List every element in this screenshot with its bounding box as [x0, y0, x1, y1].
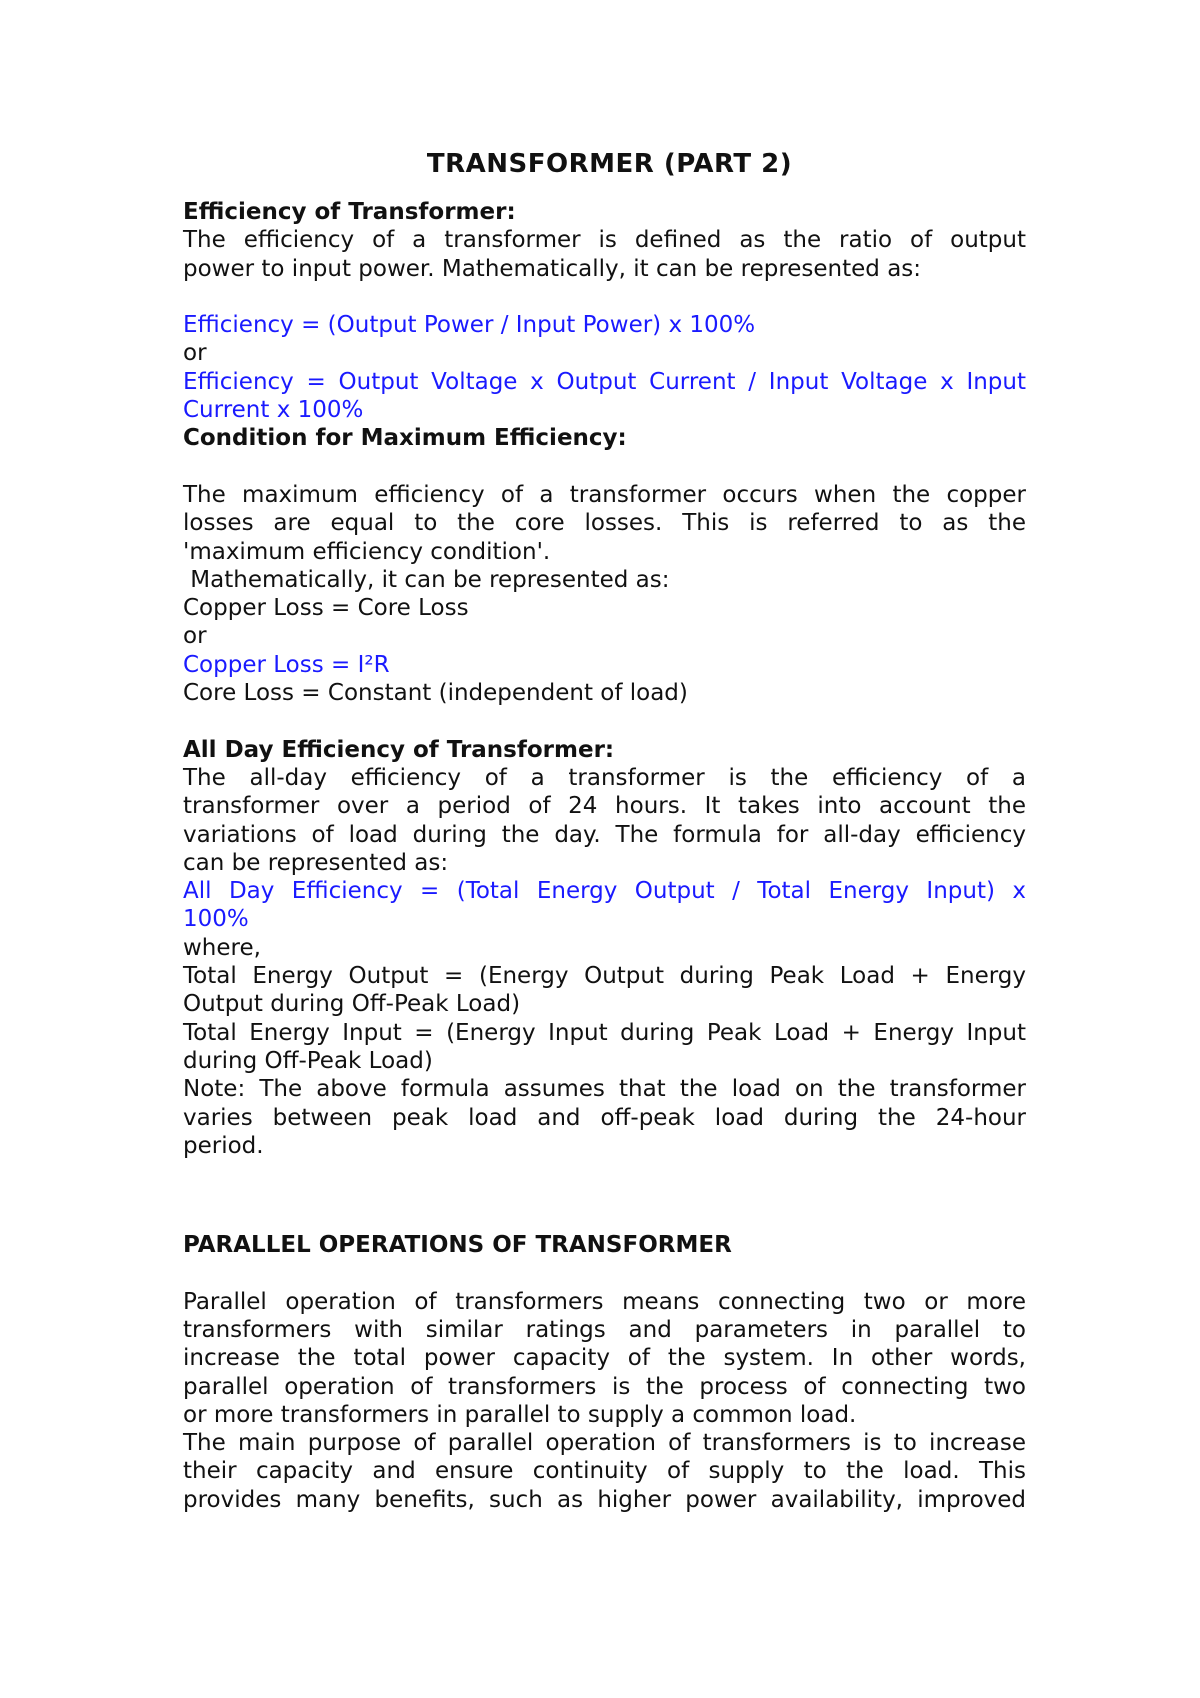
core-loss-formula: Core Loss = Constant (independent of load) [183, 680, 688, 707]
spacer [183, 707, 1026, 735]
all-day-where: where, [183, 934, 261, 961]
efficiency-formula-2-line-2: Current x 100% [183, 397, 364, 424]
spacer [183, 453, 1026, 481]
parallel-heading: PARALLEL OPERATIONS OF TRANSFORMER [183, 1232, 732, 1259]
page-title: TRANSFORMER (PART 2) [426, 149, 793, 179]
note-line-3: period. [183, 1132, 264, 1159]
max-efficiency-heading: Condition for Maximum Efficiency: [183, 425, 627, 452]
efficiency-intro-line-2: power to input power. Mathematically, it can be represented as: [183, 255, 922, 282]
all-day-line-2: transformer over a period of 24 hours. It takes into account the [183, 793, 1026, 820]
total-output-line-2: Output during Off-Peak Load) [183, 991, 521, 1018]
total-input-line-1: Total Energy Input = (Energy Input during Peak Load + Energy Input [183, 1019, 1026, 1046]
max-efficiency-line-1: The maximum efficiency of a transformer occurs when the copper [183, 481, 1026, 508]
all-day-line-4: can be represented as: [183, 849, 449, 876]
note-line-2: varies between peak load and off-peak load during the 24-hour [183, 1104, 1026, 1131]
total-output-line-1: Total Energy Output = (Energy Output during Peak Load + Energy [183, 963, 1026, 990]
parallel-p2-line-1: The main purpose of parallel operation of transformers is to increase [183, 1430, 1026, 1457]
max-efficiency-line-4: Mathematically, it can be represented as: [183, 566, 670, 593]
efficiency-or: or [183, 340, 207, 367]
spacer [183, 1160, 1026, 1231]
copper-loss-formula: Copper Loss = I²R [183, 651, 390, 678]
all-day-line-3: variations of load during the day. The formula for all-day efficiency [183, 821, 1026, 848]
copper-core-equality: Copper Loss = Core Loss [183, 595, 469, 622]
parallel-p1-line-2: transformers with similar ratings and parameters in parallel to [183, 1316, 1026, 1343]
efficiency-heading: Efficiency of Transformer: [183, 199, 516, 225]
spacer [183, 283, 1026, 311]
parallel-p1-line-5: or more transformers in parallel to supply a common load. [183, 1401, 857, 1428]
spacer [183, 1259, 1026, 1287]
total-input-line-2: during Off-Peak Load) [183, 1047, 433, 1074]
efficiency-formula-2-line-1: Efficiency = Output Voltage x Output Current / Input Voltage x Input [183, 368, 1026, 395]
all-day-heading: All Day Efficiency of Transformer: [183, 736, 615, 763]
max-efficiency-line-3: 'maximum efficiency condition'. [183, 538, 551, 565]
parallel-p2-line-2: their capacity and ensure continuity of supply to the load. This [183, 1458, 1026, 1485]
parallel-p1-line-4: parallel operation of transformers is the process of connecting two [183, 1373, 1026, 1400]
max-efficiency-line-2: losses are equal to the core losses. This is referred to as the [183, 510, 1026, 537]
max-efficiency-or: or [183, 623, 207, 650]
parallel-p2-line-3: provides many benefits, such as higher power availability, improved [183, 1486, 1026, 1513]
all-day-formula-line-1: All Day Efficiency = (Total Energy Output / Total Energy Input) x [183, 878, 1026, 905]
all-day-line-1: The all-day efficiency of a transformer is the efficiency of a [183, 764, 1026, 791]
note-line-1: Note: The above formula assumes that the load on the transformer [183, 1076, 1026, 1103]
parallel-p1-line-1: Parallel operation of transformers means connecting two or more [183, 1288, 1026, 1315]
parallel-p1-line-3: increase the total power capacity of the system. In other words, [183, 1345, 1026, 1372]
all-day-formula-line-2: 100% [183, 906, 249, 933]
efficiency-intro-line-1: The efficiency of a transformer is defined as the ratio of output [183, 227, 1026, 254]
efficiency-formula-1: Efficiency = (Output Power / Input Power) x 100% [183, 312, 756, 339]
